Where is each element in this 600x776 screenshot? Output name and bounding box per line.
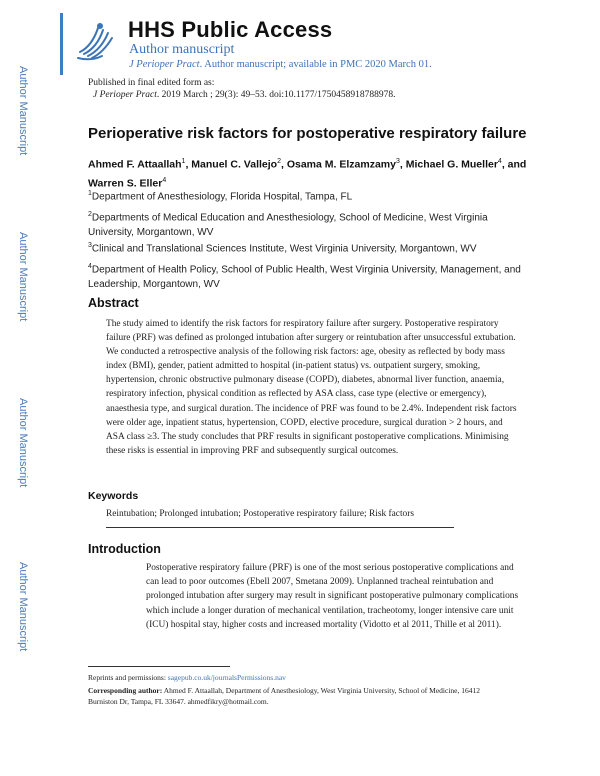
affiliation [88,238,528,256]
hhs-eagle-logo-icon [72,18,118,64]
author-manuscript-subtitle: Author manuscript [129,42,235,57]
affiliation-text: Departments of Medical Education and Anesthesiology, School of Medicine, West Virginia University, Morgantown, WV [88,212,488,239]
corresponding-author-note [88,686,508,707]
author-name: Michael G. Mueller [405,158,498,171]
paper-title: Perioperative risk factors for postoperative respiratory failure [88,125,527,142]
author-affil-mark: 3 [395,158,400,165]
journal-abbrev: J Perioper Pract [129,59,200,70]
author-affil-mark: 4 [162,176,167,184]
corresponding-details: Ahmed F. Attaallah, Department of Anesthesiology, West Virginia University, School of Medicine, 16412 Burniston Dr, Tampa, FL 33647. ahmedfikry@hotmail.com. [88,686,480,706]
affiliation-number: 1 [88,190,92,197]
abstract-body: The study aimed to identify the risk factors for respiratory failure after surgery. Postoperative respiratory failure (PRF) was defined as prolonged intubation after surgery or reintubation after unsuccessful extubation. We conducted a retrospective analysis of the following risk factors: age, obesity as reflected by body mass index (BMI), gender, patient admitted to hospital (in-patient status) vs. outpatient surgery, smoking, hypertension, chronic obstructive pulmonary disease (COPD), diabetes, abnormal liver function, anaemia, respiratory infection, physical condition as reflected by ASA class, case type (elective or emergency), anaesthesia type, and surgical duration. The incidence of PRF was found to be 2.4%. Independent risk factors were older age, inpatient status, hypertension, COPD, elective procedure, surgical duration > 2 hours, and ASA class ≥3. The study concludes that PRF results in significant postoperative complications. Minimising these risks is essential in improving PRF and subsequently surgical outcomes. [106,319,517,456]
author-affil-mark: 4 [497,158,502,165]
corresponding-label: Corresponding author: [88,686,163,695]
margin-label-author-manuscript: Author Manuscript [17,66,29,156]
reprints-label: Reprints and permissions: [88,673,168,682]
author-affil-mark: 2 [277,158,281,165]
author-name: Osama M. Elzamzamy [286,158,396,171]
introduction-body: Postoperative respiratory failure (PRF) is one of the most serious postoperative complications and can lead to poor outcomes (Ebell 2007, Smetana 2009). Unplanned tracheal reintubation and prolonged intubation after surgery may result in significant postoperative pulmonary complications which include a longer duration of mechanical ventilation, tracheotomy, longer intensive care unit (ICU) hospital stay, higher costs and increased mortality (Vidotto et al 2011, Thille et al 2011). [146,563,519,630]
keywords-list: Reintubation; Prolonged intubation; Postoperative respiratory failure; Risk factors [106,509,415,519]
author-affil-mark: 1 [181,158,186,165]
affiliation-text: Clinical and Translational Sciences Institute, West Virginia University, Morgantown, WV [91,243,477,255]
author-separator: , [185,158,192,171]
affiliation [88,259,528,292]
published-in-label: Published in final edited form as: [88,78,215,88]
publication-citation [93,90,396,100]
author-separator: , [399,158,406,171]
affiliation [88,186,528,204]
author-name: Manuel C. Vallejo [191,158,278,171]
author-separator: , [280,158,287,171]
affiliation-number: 2 [88,211,92,218]
introduction-heading: Introduction [88,542,161,556]
abstract-heading: Abstract [88,296,139,310]
affiliation [88,207,528,240]
margin-label-author-manuscript: Author Manuscript [17,562,29,652]
hhs-public-access-title: HHS Public Access [128,17,333,42]
citation-journal: J Perioper Pract [93,90,157,100]
affiliation-number: 4 [88,263,92,270]
keywords-divider [106,527,454,528]
reprints-note [88,673,286,682]
permissions-link[interactable]: sagepub.co.uk/journalsPermissions.nav [167,673,286,682]
citation-details: . 2019 March ; 29(3): 49–53. doi:10.1177/1750458918788978. [156,90,396,100]
affiliation-number: 3 [88,242,92,249]
margin-label-author-manuscript: Author Manuscript [17,398,29,488]
keywords-heading: Keywords [88,490,139,502]
affiliation-text: Department of Health Policy, School of Public Health, West Virginia University, Management, and Leadership, Morgantown, WV [88,264,521,291]
footnote-divider [88,666,230,667]
header-accent-bar [60,13,63,75]
affiliation-text: Department of Anesthesiology, Florida Hospital, Tampa, FL [91,191,353,203]
author-name: Warren S. Eller [88,177,163,189]
author-separator: , and [501,158,527,171]
margin-label-author-manuscript: Author Manuscript [17,232,29,322]
journal-availability: . Author manuscript; available in PMC 2020 March 01. [199,59,432,70]
journal-availability-line [129,59,432,70]
author-name: Ahmed F. Attaallah [88,158,182,171]
